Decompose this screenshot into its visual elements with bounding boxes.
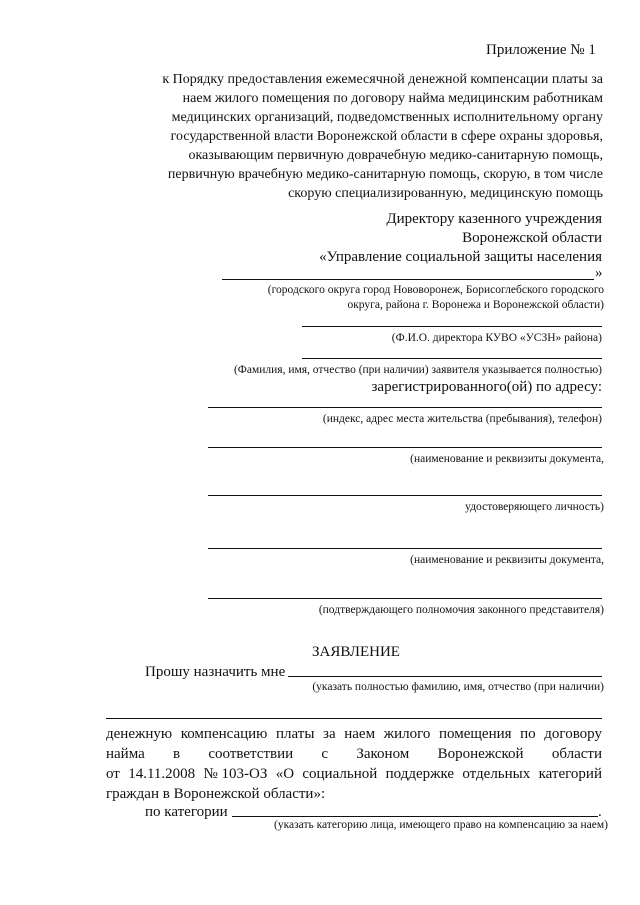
director-name-field[interactable] [302, 326, 602, 327]
word: Законом [356, 746, 410, 762]
order-ref-line: первичную врачебную медико-санитарную помощь, скорую, в том числе [167, 167, 603, 182]
registered-label: зарегистрированного(ой) по адресу: [371, 379, 602, 395]
statement-body-line: граждан в Воронежской области»: [106, 786, 326, 802]
representative-document-hint: (наименование и реквизиты документа, [410, 554, 604, 566]
word: найма [106, 746, 145, 762]
word: Воронежской [437, 746, 524, 762]
word: категорий [538, 766, 602, 782]
word: соответствии [208, 746, 294, 762]
appendix-title: Приложение № 1 [486, 42, 596, 58]
identity-document-field[interactable] [208, 447, 602, 448]
identity-hint: удостоверяющего личность) [465, 501, 604, 513]
word: социальной [302, 766, 378, 782]
order-ref-line: к Порядку предоставления ежемесячной денежной компенсации платы за [162, 72, 603, 87]
addressee-line: Воронежской области [462, 230, 602, 246]
director-hint: (Ф.И.О. директора КУВО «УСЗН» района) [391, 332, 602, 344]
word: жилого [383, 726, 431, 742]
word: компенсацию [180, 726, 268, 742]
order-ref-line: наем жилого помещения по договору найма медицинским работникам [182, 91, 603, 106]
word: за [323, 726, 336, 742]
word: по [520, 726, 536, 742]
word: договору [544, 726, 602, 742]
order-ref-line: скорую специализированную, медицинскую помощь [288, 186, 603, 201]
addressee-line: Директору казенного учреждения [386, 211, 602, 227]
recipient-name-hint: (указать полностью фамилию, имя, отчество (при наличии) [312, 681, 604, 693]
category-end: . [598, 804, 602, 820]
category-label: по категории [145, 804, 228, 820]
word: 14.11.2008 [128, 766, 196, 782]
representative-document-field[interactable] [208, 548, 602, 549]
category-field[interactable] [232, 816, 598, 817]
word: «О [275, 766, 295, 782]
word: поддержке [385, 766, 455, 782]
request-label: Прошу назначить мне [145, 664, 286, 680]
word: от [106, 766, 120, 782]
word: в [173, 746, 181, 762]
word: наем [344, 726, 376, 742]
word: № 103-ОЗ [203, 766, 268, 782]
order-ref-line: медицинских организаций, подведомственных исполнительному органу [171, 110, 603, 125]
word: отдельных [462, 766, 531, 782]
statement-title: ЗАЯВЛЕНИЕ [312, 644, 400, 660]
statement-body-line [106, 725, 602, 743]
address-hint: (индекс, адрес места жительства (пребывания), телефон) [322, 413, 602, 425]
department-hint: (городского округа город Нововоронеж, Борисоглебского городского [267, 284, 604, 296]
department-hint: округа, района г. Воронежа и Воронежской области) [347, 299, 604, 311]
department-field[interactable] [222, 279, 594, 280]
order-ref-line: государственной власти Воронежской области в сфере охраны здоровья, [170, 129, 603, 144]
statement-body-line [106, 745, 602, 763]
order-ref-line: оказывающим первичную доврачебную медико-санитарную помощь, [188, 148, 603, 163]
closing-quote: » [595, 265, 603, 281]
identity-document-hint: (наименование и реквизиты документа, [410, 453, 604, 465]
word: помещения [438, 726, 512, 742]
recipient-name-field[interactable] [288, 676, 602, 677]
word: области [551, 746, 602, 762]
order-reference [162, 70, 603, 203]
applicant-name-hint: (Фамилия, имя, отчество (при наличии) заявителя указывается полностью) [233, 364, 602, 376]
applicant-name-field[interactable] [302, 358, 602, 359]
representative-hint: (подтверждающего полномочия законного представителя) [318, 604, 604, 616]
address-field[interactable] [208, 407, 602, 408]
category-hint: (указать категорию лица, имеющего право на компенсацию за наем) [274, 819, 608, 831]
word: платы [276, 726, 315, 742]
representative-authority-field[interactable] [208, 598, 602, 599]
word: с [321, 746, 329, 762]
identity-document-field-2[interactable] [208, 495, 602, 496]
statement-body-line [106, 765, 602, 783]
word: денежную [106, 726, 173, 742]
recipient-name-field-2[interactable] [106, 718, 602, 719]
addressee-line: «Управление социальной защиты населения [319, 249, 602, 265]
